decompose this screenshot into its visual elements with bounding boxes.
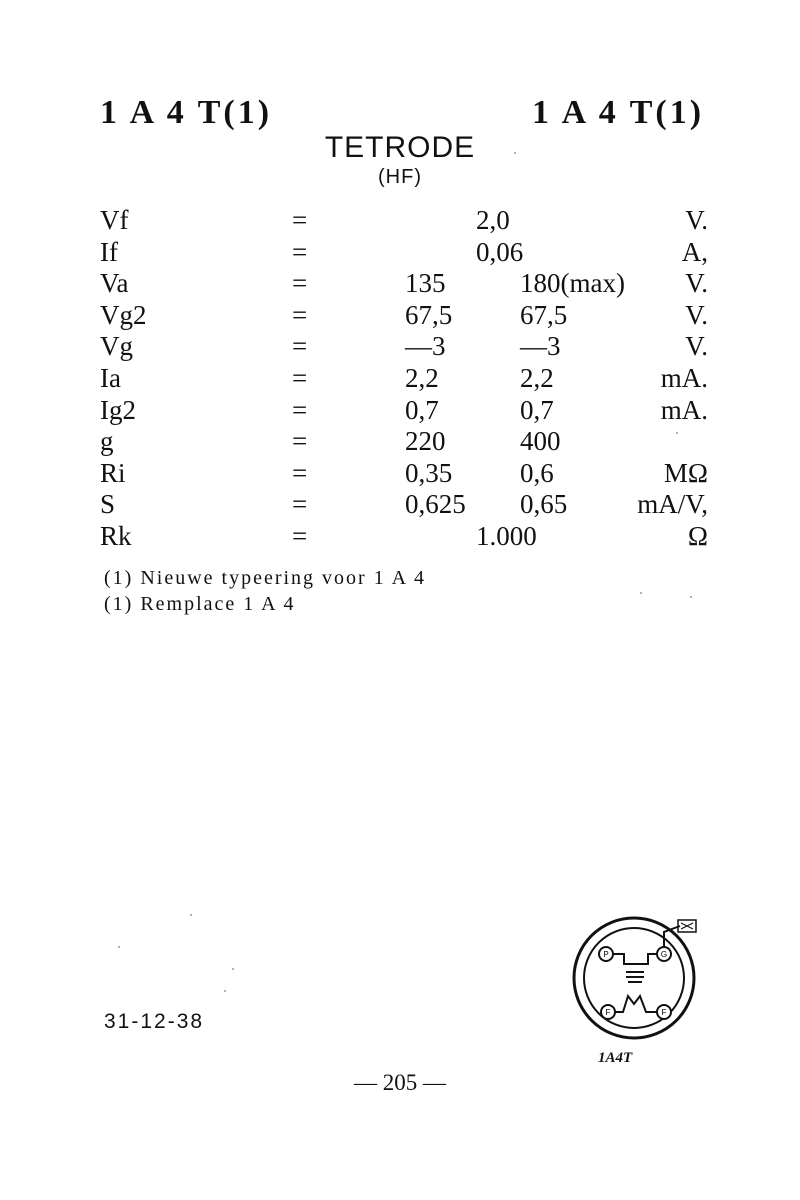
param-value-1: —3 xyxy=(405,331,446,362)
param-unit: mA. xyxy=(660,362,708,393)
equals-sign: = xyxy=(292,457,308,488)
param-value-2: 400 xyxy=(520,426,561,457)
equals-sign: = xyxy=(292,489,308,520)
param-unit: mA/V, xyxy=(637,489,708,520)
param-unit: V. xyxy=(685,299,708,330)
param-symbol: Ia xyxy=(100,362,121,393)
date-stamp: 31-12-38 xyxy=(104,1010,205,1033)
svg-text:P: P xyxy=(603,950,609,959)
page-subtitle: (HF) xyxy=(378,166,422,188)
equals-sign: = xyxy=(292,426,308,457)
equals-sign: = xyxy=(292,520,308,551)
scan-speck xyxy=(190,914,192,916)
param-value-1: 0,35 xyxy=(405,457,453,488)
equals-sign: = xyxy=(292,205,308,235)
equals-sign: = xyxy=(292,268,308,299)
table-row xyxy=(0,205,800,237)
param-symbol: Vg xyxy=(100,331,133,362)
page-title: TETRODE xyxy=(324,131,476,164)
base-pin-diagram xyxy=(568,912,708,1072)
scan-speck xyxy=(676,432,678,434)
param-symbol: Vf xyxy=(100,205,129,235)
param-value-1: 67,5 xyxy=(405,299,453,330)
page-number: — 205 — xyxy=(354,1070,446,1095)
tube-type-left: 1 A 4 T(1) xyxy=(100,94,273,131)
table-row xyxy=(0,331,800,363)
param-value-2: 180(max) xyxy=(520,268,625,299)
param-value-2: 0,6 xyxy=(520,457,554,488)
equals-sign: = xyxy=(292,394,308,425)
param-symbol: Ig2 xyxy=(100,394,136,425)
param-symbol: If xyxy=(100,236,118,267)
table-row xyxy=(0,237,800,269)
param-symbol: g xyxy=(100,426,114,457)
param-unit: V. xyxy=(685,268,708,299)
param-unit: V. xyxy=(685,205,708,235)
scan-speck xyxy=(690,596,692,598)
table-row xyxy=(0,363,800,395)
equals-sign: = xyxy=(292,362,308,393)
table-row xyxy=(0,458,800,490)
svg-text:F: F xyxy=(661,1008,667,1017)
diagram-caption: 1A4T xyxy=(598,1050,633,1066)
param-unit: Ω xyxy=(687,520,708,551)
table-row xyxy=(0,426,800,458)
param-value-1: 135 xyxy=(405,268,446,299)
param-value-1: 2,2 xyxy=(405,362,439,393)
equals-sign: = xyxy=(292,236,308,267)
param-symbol: Vg2 xyxy=(100,299,147,330)
scan-speck xyxy=(514,152,516,154)
param-value-2: 67,5 xyxy=(520,299,568,330)
param-value-2: 2,2 xyxy=(520,362,554,393)
param-symbol: Va xyxy=(100,268,129,299)
param-symbol: Ri xyxy=(100,457,126,488)
equals-sign: = xyxy=(292,299,308,330)
svg-text:G: G xyxy=(660,950,668,959)
svg-text:F: F xyxy=(605,1008,611,1017)
tube-socket-icon xyxy=(568,912,708,1072)
table-row xyxy=(0,521,800,553)
table-row xyxy=(0,300,800,332)
param-unit: mA. xyxy=(660,394,708,425)
tube-type-right: 1 A 4 T(1) xyxy=(532,94,705,131)
scan-speck xyxy=(224,990,226,992)
pin-g xyxy=(657,947,671,961)
footnote: (1) Remplace 1 A 4 xyxy=(104,593,296,615)
table-row xyxy=(0,268,800,300)
scan-speck xyxy=(640,592,642,594)
pin-f xyxy=(601,1005,615,1019)
characteristics-table xyxy=(0,205,800,553)
param-unit: V. xyxy=(685,331,708,362)
param-value-1: 220 xyxy=(405,426,446,457)
param-value-1: 0,7 xyxy=(405,394,439,425)
table-row xyxy=(0,489,800,521)
param-value-2: —3 xyxy=(520,331,561,362)
param-value: 1.000 xyxy=(476,520,537,551)
pin-p xyxy=(599,947,613,961)
param-value-2: 0,65 xyxy=(520,489,568,520)
param-value-1: 0,625 xyxy=(405,489,466,520)
param-value: 0,06 xyxy=(476,236,524,267)
param-unit: MΩ xyxy=(663,457,708,488)
param-value-2: 0,7 xyxy=(520,394,554,425)
equals-sign: = xyxy=(292,331,308,362)
param-value: 2,0 xyxy=(476,205,510,235)
param-symbol: Rk xyxy=(100,520,132,551)
table-row xyxy=(0,395,800,427)
param-symbol: S xyxy=(100,489,116,520)
scan-speck xyxy=(232,968,234,970)
pin-f xyxy=(657,1005,671,1019)
scan-speck xyxy=(118,946,120,948)
param-unit: A, xyxy=(681,236,708,267)
footnote: (1) Nieuwe typeering voor 1 A 4 xyxy=(104,567,426,589)
